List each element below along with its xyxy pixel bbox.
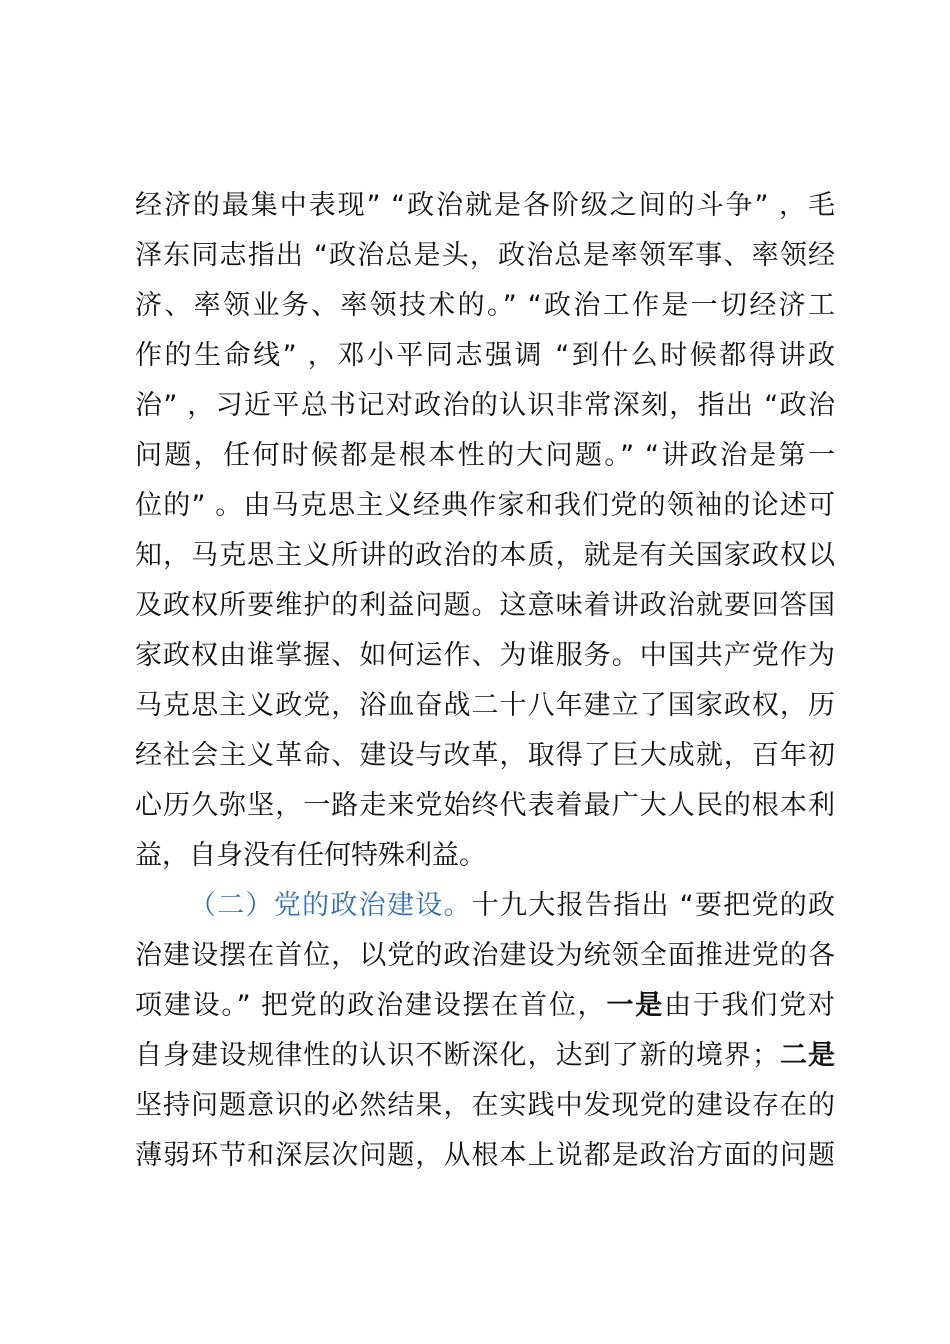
paragraph-line: 知，马克思主义所讲的政治的本质，就是有关国家政权以 xyxy=(135,540,835,571)
paragraph-line xyxy=(135,1031,835,1081)
paragraph-line: 位的” 。由马克思主义经典作家和我们党的领袖的论述可 xyxy=(135,490,835,521)
paragraph-line: 薄弱环节和深层次问题，从根本上说都是政治方面的问题 xyxy=(135,1140,835,1171)
paragraph-line: 治建设摆在首位，以党的政治建设为统领全面推进党的各 xyxy=(135,940,835,971)
paragraph-line: 泽东同志指出 “政治总是头，政治总是率领军事、率领经 xyxy=(135,240,835,271)
section-first-line xyxy=(189,881,835,931)
section-text: 十九大报告指出 “要把党的政 xyxy=(471,890,835,921)
text-segment: 项建设。” 把党的政治建设摆在首位， xyxy=(135,990,607,1021)
paragraph-line: 经社会主义革命、建设与改革，取得了巨大成就，百年初 xyxy=(135,740,835,771)
paragraph-line: 心历久弥坚，一路走来党始终代表着最广大人民的根本利 xyxy=(135,790,835,821)
paragraph-line: 作的生命线” ，邓小平同志强调 “到什么时候都得讲政 xyxy=(135,340,835,371)
text-segment: 由于我们党对 xyxy=(664,990,836,1021)
paragraph-line: 坚持问题意识的必然结果，在实践中发现党的建设存在的 xyxy=(135,1090,835,1121)
paragraph-line: 家政权由谁掌握、如何运作、为谁服务。中国共产党作为 xyxy=(135,640,835,671)
paragraph-line: 及政权所要维护的利益问题。这意味着讲政治就要回答国 xyxy=(135,590,835,621)
paragraph-line: 治” ，习近平总书记对政治的认识非常深刻，指出 “政治 xyxy=(135,390,835,421)
emphasis-second: 二是 xyxy=(778,1040,836,1071)
paragraph-line xyxy=(135,981,835,1031)
text-segment: 自身建设规律性的认识不断深化，达到了新的境界； xyxy=(135,1040,779,1071)
paragraph-line: 问题，任何时候都是根本性的大问题。” “讲政治是第一 xyxy=(135,440,835,471)
paragraph-line: 马克思主义政党，浴血奋战二十八年建立了国家政权，历 xyxy=(135,690,835,721)
paragraph-line: 经济的最集中表现” “政治就是各阶级之间的斗争” ，毛 xyxy=(135,190,835,221)
paragraph-line: 益，自身没有任何特殊利益。 xyxy=(135,840,486,871)
section-heading: （二）党的政治建设。 xyxy=(189,890,472,921)
emphasis-first: 一是 xyxy=(606,990,665,1021)
paragraph-line: 济、率领业务、率领技术的。” “政治工作是一切经济工 xyxy=(135,290,835,321)
